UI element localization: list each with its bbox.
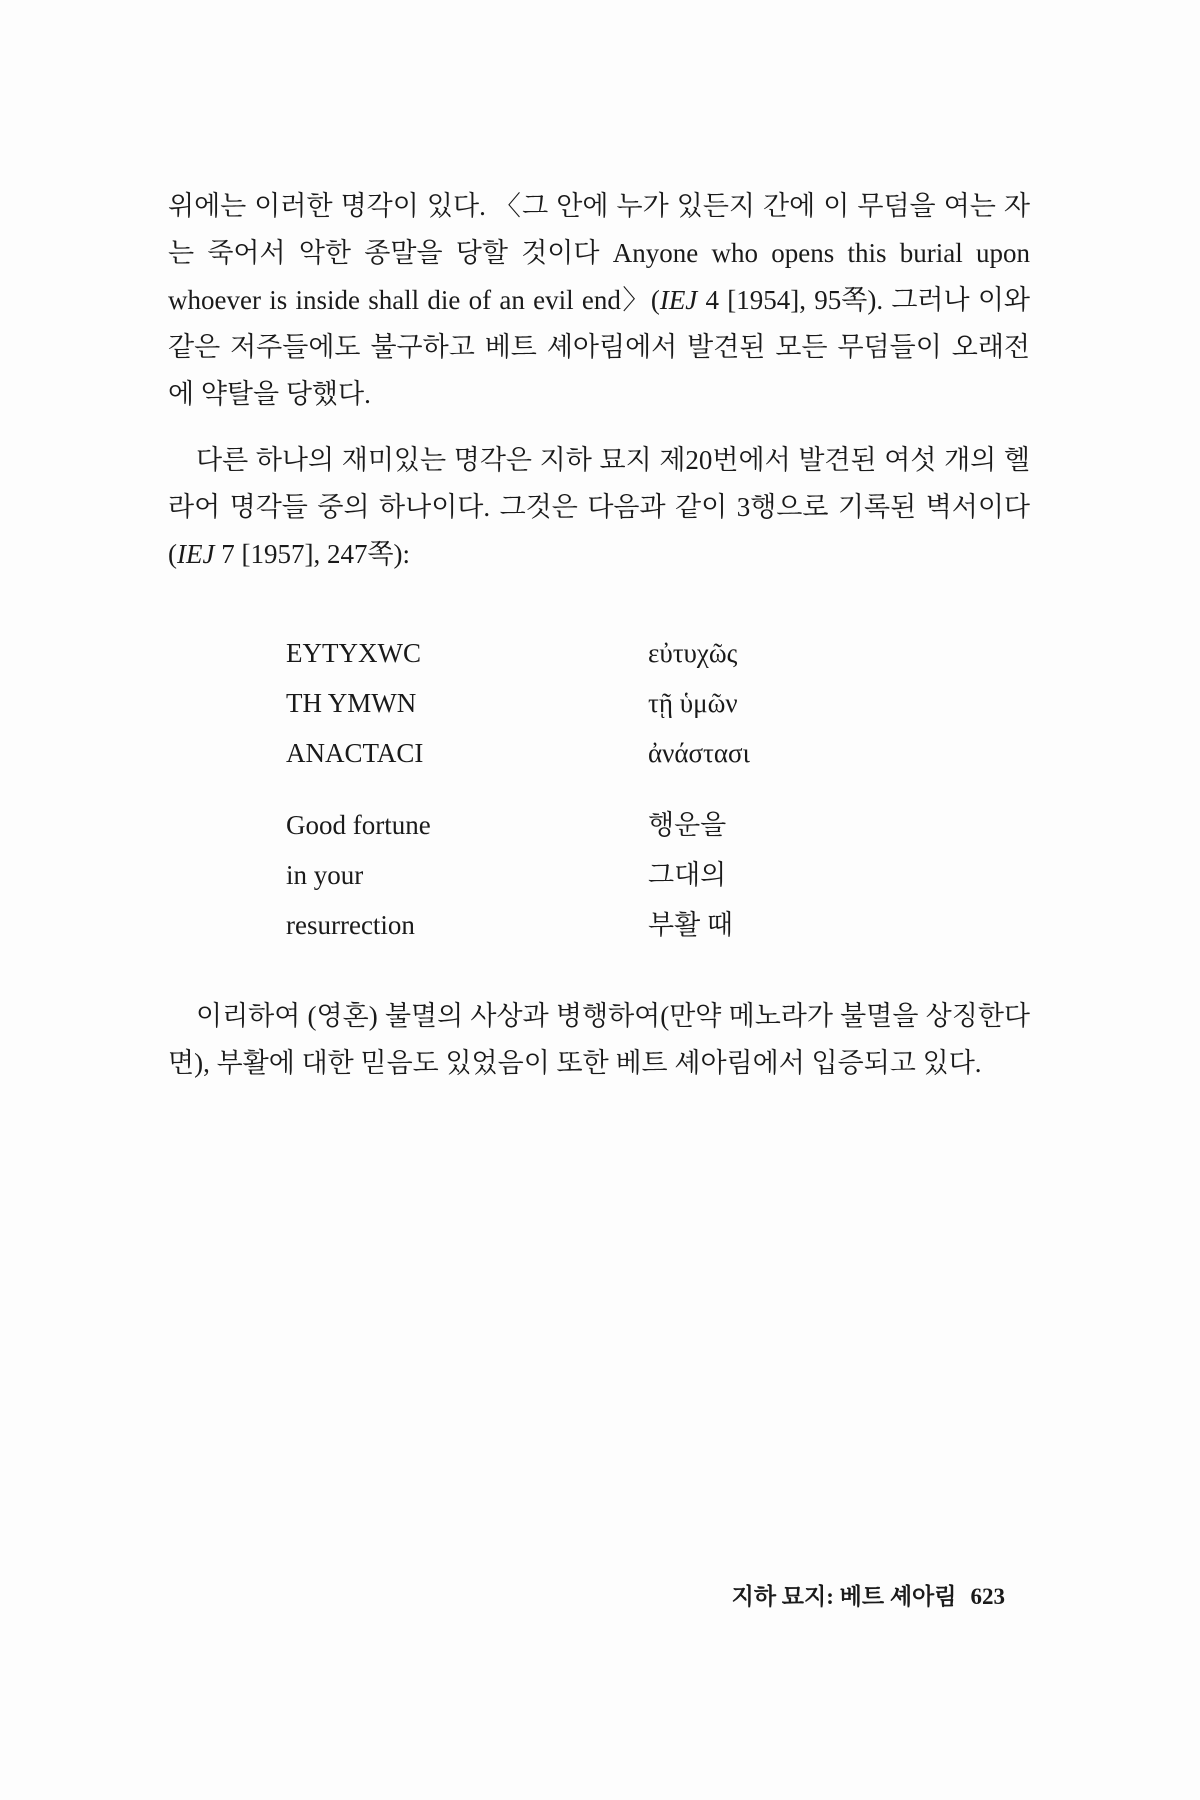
- inscription-greek-text: ἀνάστασι: [648, 738, 750, 768]
- paragraph-text: 다른 하나의 재미있는 명각은 지하 묘지 제20번에서 발견된 여섯 개의 헬라어 명각들 중의 하나이다. 그것은 다음과 같이 3행으로 기록된 벽서이다(: [168, 445, 1030, 569]
- inscription-capital-text: ANACTACI: [286, 738, 424, 768]
- inscription-greek-block: [286, 628, 846, 778]
- inscription-greek-text: τῇ ὑμῶν: [648, 688, 738, 718]
- translation-row: [286, 850, 846, 900]
- paragraph-greek-inscription-intro: [168, 437, 1030, 578]
- paragraph-text: 4 [1954], 95쪽). 그러나 이와 같은 저주들에도 불구하고 베트 셰아림에서 발견된 모든 무덤들이 오래전에 약탈을 당했다.: [168, 285, 1030, 409]
- inscription-row: [286, 628, 846, 678]
- paragraph-curse-inscription: [168, 183, 1030, 418]
- translation-english: resurrection: [286, 910, 415, 940]
- inscription-greek-text: εὐτυχῶς: [648, 638, 738, 668]
- inscription-translation-block: [286, 800, 846, 950]
- inscription-row: [286, 678, 846, 728]
- running-head: 지하 묘지: 베트 셰아림: [731, 1584, 957, 1609]
- page-number: 623: [970, 1584, 1005, 1609]
- translation-english: in your: [286, 860, 364, 890]
- inscription-row: [286, 728, 846, 778]
- translation-english: Good fortune: [286, 810, 431, 840]
- translation-row: [286, 900, 846, 950]
- paragraph-resurrection-belief: [168, 993, 1030, 1087]
- paragraph-text: 7 [1957], 247쪽):: [214, 539, 411, 569]
- translation-korean: 행운을: [648, 810, 727, 840]
- translation-korean: 부활 때: [648, 910, 733, 940]
- page-footer: [732, 1578, 1005, 1611]
- translation-row: [286, 800, 846, 850]
- paragraph-text: 이리하여 (영혼) 불멸의 사상과 병행하여(만약 메노라가 불멸을 상징한다면), 부활에 대한 믿음도 있었음이 또한 베트 셰아림에서 입증되고 있다.: [168, 1001, 1030, 1078]
- journal-reference: IEJ: [177, 539, 215, 569]
- journal-reference: IEJ: [659, 285, 698, 315]
- paragraph-text: 위에는 이러한 명각이 있다. 〈그 안에 누가 있든지 간에 이 무덤을 여는 자는 죽어서 악한 종말을 당할 것이다 Anyone who opens this burial upon whoever is inside shall die of an evil end〉(: [168, 191, 1030, 315]
- inscription-capital-text: EYTYXWC: [286, 638, 421, 668]
- translation-korean: 그대의: [648, 860, 727, 890]
- inscription-capital-text: TH YMWN: [286, 688, 417, 718]
